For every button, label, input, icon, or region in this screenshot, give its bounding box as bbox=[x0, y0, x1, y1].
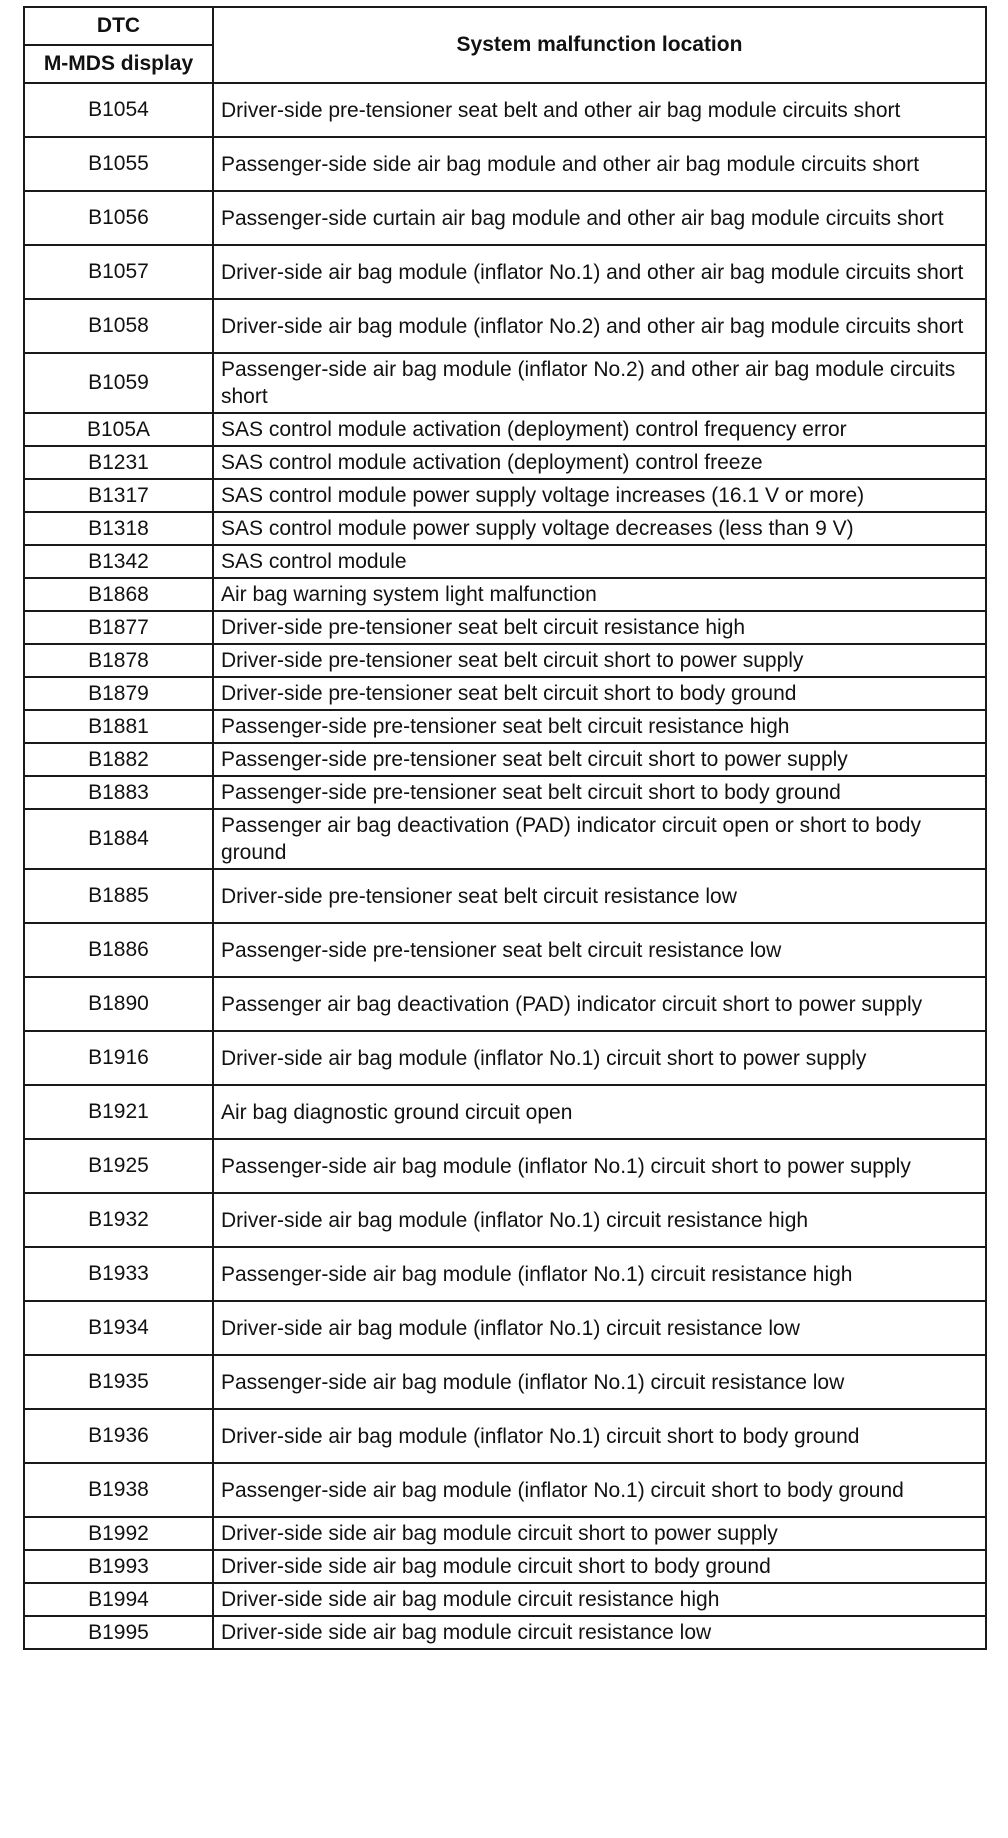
dtc-code: B1878 bbox=[24, 644, 213, 677]
malfunction-description: SAS control module power supply voltage increases (16.1 V or more) bbox=[213, 479, 986, 512]
malfunction-description: Passenger-side curtain air bag module and other air bag module circuits short bbox=[213, 191, 986, 245]
dtc-code: B1059 bbox=[24, 353, 213, 413]
dtc-code: B1317 bbox=[24, 479, 213, 512]
dtc-code: B1877 bbox=[24, 611, 213, 644]
dtc-code: B1916 bbox=[24, 1031, 213, 1085]
table-row bbox=[24, 191, 986, 245]
dtc-code: B1883 bbox=[24, 776, 213, 809]
dtc-code: B1058 bbox=[24, 299, 213, 353]
table-row bbox=[24, 479, 986, 512]
header-system-malfunction-location: System malfunction location bbox=[213, 7, 986, 83]
table-row bbox=[24, 1517, 986, 1550]
malfunction-description: Passenger-side air bag module (inflator No.2) and other air bag module circuits short bbox=[213, 353, 986, 413]
dtc-code: B1054 bbox=[24, 83, 213, 137]
malfunction-description: Passenger-side air bag module (inflator No.1) circuit short to power supply bbox=[213, 1139, 986, 1193]
malfunction-description: Driver-side side air bag module circuit resistance low bbox=[213, 1616, 986, 1649]
dtc-code: B1994 bbox=[24, 1583, 213, 1616]
dtc-code: B1932 bbox=[24, 1193, 213, 1247]
table-row bbox=[24, 1301, 986, 1355]
dtc-code: B1995 bbox=[24, 1616, 213, 1649]
table-row bbox=[24, 809, 986, 869]
dtc-code: B1936 bbox=[24, 1409, 213, 1463]
malfunction-description: Driver-side air bag module (inflator No.1) and other air bag module circuits short bbox=[213, 245, 986, 299]
dtc-table bbox=[23, 6, 987, 1650]
table-row bbox=[24, 512, 986, 545]
malfunction-description: SAS control module activation (deployment) control frequency error bbox=[213, 413, 986, 446]
malfunction-description: Passenger air bag deactivation (PAD) indicator circuit open or short to body ground bbox=[213, 809, 986, 869]
dtc-code: B1938 bbox=[24, 1463, 213, 1517]
table-row bbox=[24, 1463, 986, 1517]
malfunction-description: SAS control module bbox=[213, 545, 986, 578]
table-row bbox=[24, 1550, 986, 1583]
malfunction-description: SAS control module power supply voltage decreases (less than 9 V) bbox=[213, 512, 986, 545]
table-row bbox=[24, 1139, 986, 1193]
dtc-code: B1993 bbox=[24, 1550, 213, 1583]
malfunction-description: Driver-side side air bag module circuit resistance high bbox=[213, 1583, 986, 1616]
table-row bbox=[24, 1583, 986, 1616]
dtc-code: B1879 bbox=[24, 677, 213, 710]
malfunction-description: Passenger-side air bag module (inflator No.1) circuit short to body ground bbox=[213, 1463, 986, 1517]
table-row bbox=[24, 1247, 986, 1301]
table-row bbox=[24, 83, 986, 137]
table-row bbox=[24, 299, 986, 353]
table-row bbox=[24, 446, 986, 479]
malfunction-description: Air bag diagnostic ground circuit open bbox=[213, 1085, 986, 1139]
dtc-document bbox=[23, 6, 985, 1830]
malfunction-description: Driver-side side air bag module circuit short to power supply bbox=[213, 1517, 986, 1550]
dtc-code: B1886 bbox=[24, 923, 213, 977]
dtc-code: B1890 bbox=[24, 977, 213, 1031]
dtc-code: B1231 bbox=[24, 446, 213, 479]
dtc-code: B1055 bbox=[24, 137, 213, 191]
table-row bbox=[24, 578, 986, 611]
dtc-code: B1933 bbox=[24, 1247, 213, 1301]
header-mmds-display: M-MDS display bbox=[24, 45, 213, 83]
table-row bbox=[24, 137, 986, 191]
malfunction-description: Driver-side air bag module (inflator No.1) circuit resistance low bbox=[213, 1301, 986, 1355]
malfunction-description: Passenger-side pre-tensioner seat belt circuit short to body ground bbox=[213, 776, 986, 809]
dtc-code: B1056 bbox=[24, 191, 213, 245]
malfunction-description: SAS control module activation (deployment) control freeze bbox=[213, 446, 986, 479]
dtc-code: B1318 bbox=[24, 512, 213, 545]
table-row bbox=[24, 710, 986, 743]
header-dtc: DTC bbox=[24, 7, 213, 45]
malfunction-description: Passenger-side pre-tensioner seat belt circuit resistance low bbox=[213, 923, 986, 977]
table-row bbox=[24, 353, 986, 413]
malfunction-description: Passenger-side air bag module (inflator No.1) circuit resistance low bbox=[213, 1355, 986, 1409]
malfunction-description: Driver-side pre-tensioner seat belt circuit short to power supply bbox=[213, 644, 986, 677]
table-row bbox=[24, 545, 986, 578]
table-row bbox=[24, 743, 986, 776]
table-row bbox=[24, 1031, 986, 1085]
table-row bbox=[24, 245, 986, 299]
malfunction-description: Driver-side pre-tensioner seat belt circuit resistance high bbox=[213, 611, 986, 644]
malfunction-description: Driver-side pre-tensioner seat belt circuit resistance low bbox=[213, 869, 986, 923]
table-row bbox=[24, 869, 986, 923]
malfunction-description: Passenger-side pre-tensioner seat belt circuit resistance high bbox=[213, 710, 986, 743]
malfunction-description: Driver-side pre-tensioner seat belt circuit short to body ground bbox=[213, 677, 986, 710]
table-row bbox=[24, 611, 986, 644]
table-row bbox=[24, 1085, 986, 1139]
table-row bbox=[24, 1409, 986, 1463]
dtc-code: B1934 bbox=[24, 1301, 213, 1355]
table-row bbox=[24, 677, 986, 710]
dtc-code: B1884 bbox=[24, 809, 213, 869]
dtc-code: B1925 bbox=[24, 1139, 213, 1193]
table-row bbox=[24, 1193, 986, 1247]
table-row bbox=[24, 413, 986, 446]
malfunction-description: Driver-side air bag module (inflator No.1) circuit resistance high bbox=[213, 1193, 986, 1247]
table-body bbox=[24, 83, 986, 1649]
malfunction-description: Driver-side air bag module (inflator No.1) circuit short to body ground bbox=[213, 1409, 986, 1463]
malfunction-description: Passenger-side side air bag module and other air bag module circuits short bbox=[213, 137, 986, 191]
malfunction-description: Passenger-side air bag module (inflator No.1) circuit resistance high bbox=[213, 1247, 986, 1301]
table-row bbox=[24, 923, 986, 977]
dtc-code: B105A bbox=[24, 413, 213, 446]
table-row bbox=[24, 1355, 986, 1409]
dtc-code: B1881 bbox=[24, 710, 213, 743]
table-row bbox=[24, 776, 986, 809]
malfunction-description: Air bag warning system light malfunction bbox=[213, 578, 986, 611]
malfunction-description: Passenger-side pre-tensioner seat belt circuit short to power supply bbox=[213, 743, 986, 776]
malfunction-description: Driver-side pre-tensioner seat belt and other air bag module circuits short bbox=[213, 83, 986, 137]
malfunction-description: Passenger air bag deactivation (PAD) indicator circuit short to power supply bbox=[213, 977, 986, 1031]
dtc-code: B1882 bbox=[24, 743, 213, 776]
dtc-code: B1868 bbox=[24, 578, 213, 611]
table-row bbox=[24, 977, 986, 1031]
dtc-code: B1342 bbox=[24, 545, 213, 578]
dtc-code: B1885 bbox=[24, 869, 213, 923]
table-row bbox=[24, 644, 986, 677]
dtc-code: B1057 bbox=[24, 245, 213, 299]
dtc-code: B1921 bbox=[24, 1085, 213, 1139]
malfunction-description: Driver-side air bag module (inflator No.2) and other air bag module circuits short bbox=[213, 299, 986, 353]
dtc-code: B1935 bbox=[24, 1355, 213, 1409]
malfunction-description: Driver-side side air bag module circuit short to body ground bbox=[213, 1550, 986, 1583]
table-row bbox=[24, 1616, 986, 1649]
dtc-code: B1992 bbox=[24, 1517, 213, 1550]
malfunction-description: Driver-side air bag module (inflator No.1) circuit short to power supply bbox=[213, 1031, 986, 1085]
